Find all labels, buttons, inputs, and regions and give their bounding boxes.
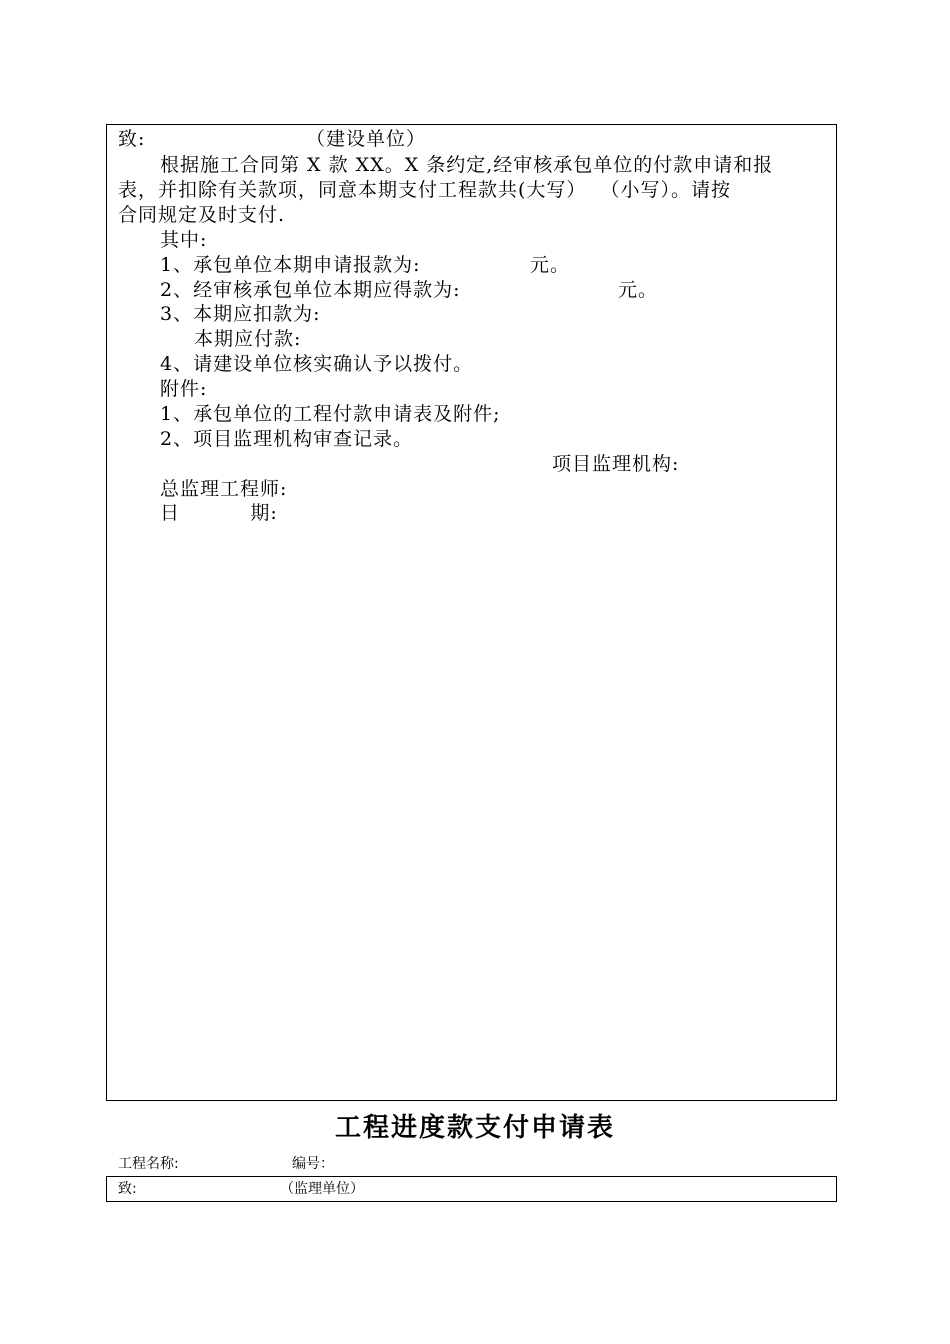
body-line-2: 表，并扣除有关款项，同意本期支付工程款共(大写） （小写）。请按 <box>118 179 731 201</box>
attachment1: 1、承包单位的工程付款申请表及附件; <box>160 403 501 425</box>
form-title: 工程进度款支付申请表 <box>334 1113 615 1143</box>
org-label: 项目监理机构: <box>552 453 680 475</box>
attachments-label: 附件: <box>160 378 208 400</box>
item2-label: 2、经审核承包单位本期应得款为: <box>160 279 461 301</box>
chief-engineer-label: 总监理工程师: <box>160 478 288 500</box>
second-to-unit: （监理单位） <box>280 1181 364 1197</box>
date-label: 日 期: <box>160 502 278 524</box>
attachment2: 2、项目监理机构审查记录。 <box>160 428 414 450</box>
item3-sub-label: 本期应付款: <box>194 328 302 350</box>
body-line-3: 合同规定及时支付. <box>118 204 286 226</box>
second-form-box <box>106 1176 837 1202</box>
item1-unit: 元。 <box>530 254 571 276</box>
among-label: 其中: <box>160 229 208 251</box>
body-line-1: 根据施工合同第 X 款 XX。X 条约定,经审核承包单位的付款申请和报 <box>160 154 774 176</box>
item1-label: 1、承包单位本期申请报款为: <box>160 254 421 276</box>
item3-label: 3、本期应扣款为: <box>160 303 321 325</box>
item4-label: 4、请建设单位核实确认予以拨付。 <box>160 353 474 375</box>
number-label: 编号： <box>292 1156 334 1172</box>
project-name-label: 工程名称: <box>118 1156 179 1172</box>
second-to-prefix: 致: <box>118 1181 137 1197</box>
item2-unit: 元。 <box>618 279 659 301</box>
to-prefix: 致: <box>118 128 146 150</box>
to-unit: （建设单位） <box>306 128 427 150</box>
